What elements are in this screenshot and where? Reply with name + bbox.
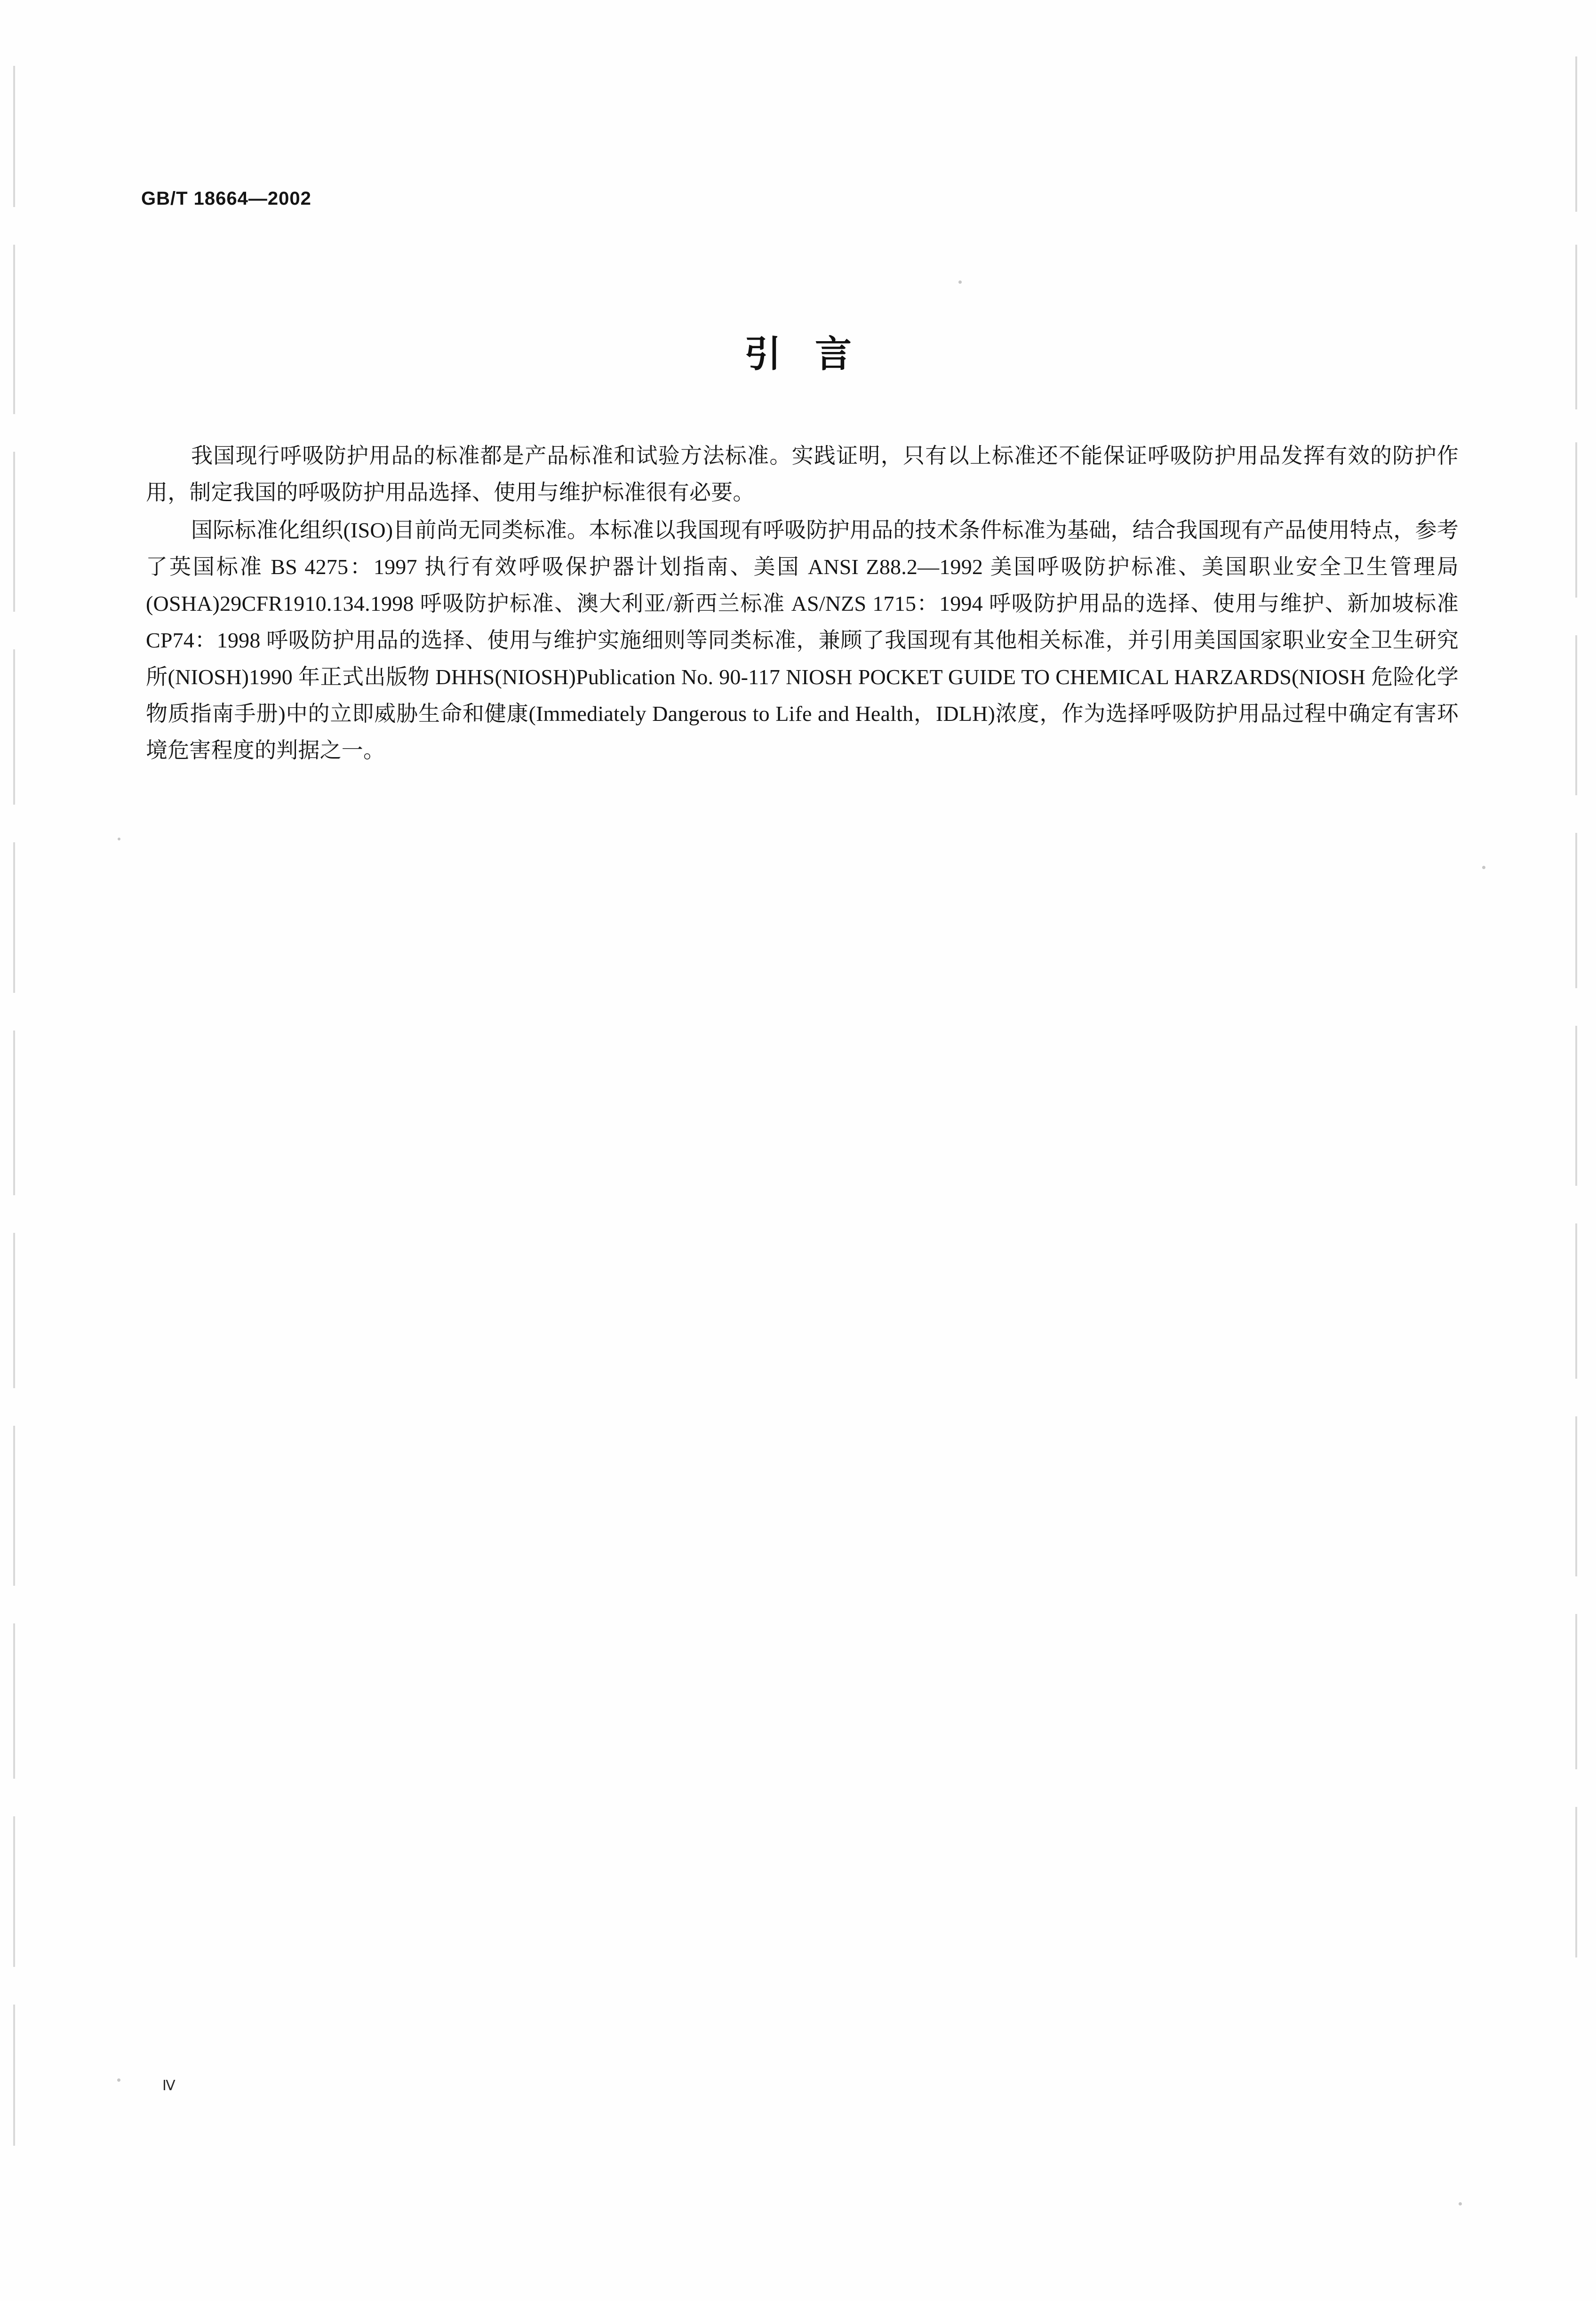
- scan-edge-mark: [13, 842, 15, 993]
- scan-speckle: [958, 280, 962, 284]
- paragraph-1: 我国现行呼吸防护用品的标准都是产品标准和试验方法标准。实践证明，只有以上标准还不能保证呼吸防护用品发挥有效的防护作用，制定我国的呼吸防护用品选择、使用与维护标准很有必要。: [146, 444, 1459, 504]
- scan-speckle: [1482, 866, 1485, 869]
- scan-edge-mark: [1575, 442, 1577, 598]
- page-number: Ⅳ: [162, 2078, 176, 2093]
- scan-edge-mark: [13, 1031, 15, 1195]
- scan-edge-mark: [13, 452, 15, 612]
- scan-edge-mark: [13, 2005, 15, 2146]
- standard-number: GB/T 18664—2002: [141, 188, 311, 209]
- scan-edge-mark: [13, 1623, 15, 1779]
- scan-edge-mark: [1575, 1807, 1577, 1957]
- scan-edge-mark: [13, 649, 15, 805]
- scan-speckle: [1459, 2202, 1462, 2205]
- scan-edge-mark: [13, 1233, 15, 1388]
- scan-edge-mark: [1575, 1614, 1577, 1769]
- page-title: [0, 325, 1596, 377]
- paragraph-2: 国际标准化组织(ISO)目前尚无同类标准。本标准以我国现有呼吸防护用品的技术条件标准为基础，结合我国现有产品使用特点，参考了英国标准 BS 4275：1997 执行有效呼吸保护器计划指南、美国 ANSI Z88.2—1992 美国呼吸防护标准、美国职业安全卫生管理局(OSHA)29CFR1910.134.1998 呼吸防护标准、澳大利亚/新西兰标准 AS/NZS 1715：1994 呼吸防护用品的选择、使用与维护、新加坡标准 CP74：1998 呼吸防护用品的选择、使用与维护实施细则等同类标准，兼顾了我国现有其他相关标准，并引用美国国家职业安全卫生研究所(NIOSH)1990 年正式出版物 DHHS(NIOSH)Publication No. 90-117 NIOSH POCKET GUIDE TO CHEMICAL HARZARDS(NIOSH 危险化学物质指南手册)中的立即威胁生命和健康(Immediately Dangerous to Life and Health，IDLH)浓度，作为选择呼吸防护用品过程中确定有害环境危害程度的判据之一。: [146, 518, 1459, 762]
- scan-edge-mark: [1575, 833, 1577, 988]
- scan-edge-mark: [1575, 56, 1577, 212]
- scan-edge-mark: [1575, 1026, 1577, 1186]
- scan-speckle: [118, 838, 120, 840]
- scan-speckle: [117, 2078, 120, 2082]
- scan-edge-mark: [1575, 1223, 1577, 1379]
- scan-edge-mark: [13, 1426, 15, 1586]
- foreword-body: [146, 438, 1459, 770]
- scan-edge-mark: [1575, 1416, 1577, 1576]
- page-title-char-1: 引: [744, 333, 781, 375]
- scan-edge-mark: [1575, 635, 1577, 795]
- scan-edge-mark: [13, 1816, 15, 1967]
- scan-edge-mark: [13, 66, 15, 207]
- page-title-char-2: 言: [815, 333, 852, 375]
